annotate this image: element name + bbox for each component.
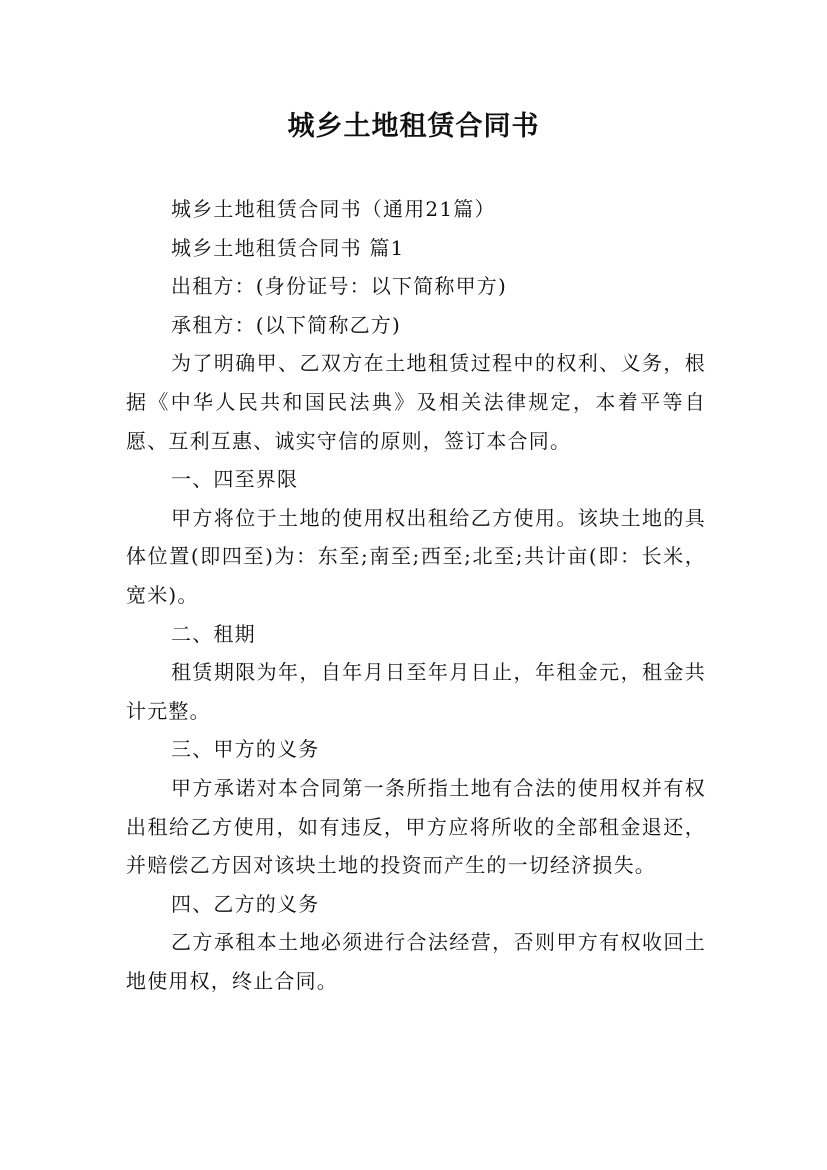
section-heading: 城乡土地租赁合同书 篇1 xyxy=(171,235,405,260)
clause-heading: 四、乙方的义务 xyxy=(171,891,320,916)
clause-heading: 二、租期 xyxy=(171,621,256,646)
clause-heading: 一、四至界限 xyxy=(171,467,299,492)
lessor-line: 出租方：(身份证号：以下简称甲方) xyxy=(171,274,508,299)
document-body xyxy=(126,190,706,1000)
clause-paragraph: 租赁期限为年，自年月日至年月日止，年租金元，租金共计元整。 xyxy=(126,660,706,723)
clause-paragraph: 乙方承租本土地必须进行合法经营，否则甲方有权收回土地使用权，终止合同。 xyxy=(126,930,706,993)
clause-paragraph: 甲方承诺对本合同第一条所指土地有合法的使用权并有权出租给乙方使用，如有违反，甲方应将所收的全部租金退还，并赔偿乙方因对该块土地的投资而产生的一切经济损失。 xyxy=(126,775,706,878)
document-title: 城乡土地租赁合同书 xyxy=(287,111,540,142)
subtitle-line: 城乡土地租赁合同书（通用21篇） xyxy=(171,197,496,221)
clause-paragraph: 甲方将位于土地的使用权出租给乙方使用。该块土地的具体位置(即四至)为：东至;南至;西至;北至;共计亩(即：长米，宽米)。 xyxy=(126,505,706,607)
lessee-line: 承租方：(以下简称乙方) xyxy=(171,312,402,337)
clause-heading: 三、甲方的义务 xyxy=(171,737,320,762)
preamble-paragraph: 为了明确甲、乙双方在土地租赁过程中的权利、义务，根据《中华人民共和国民法典》及相关法律规定，本着平等自愿、互利互惠、诚实守信的原则，签订本合同。 xyxy=(126,351,706,453)
